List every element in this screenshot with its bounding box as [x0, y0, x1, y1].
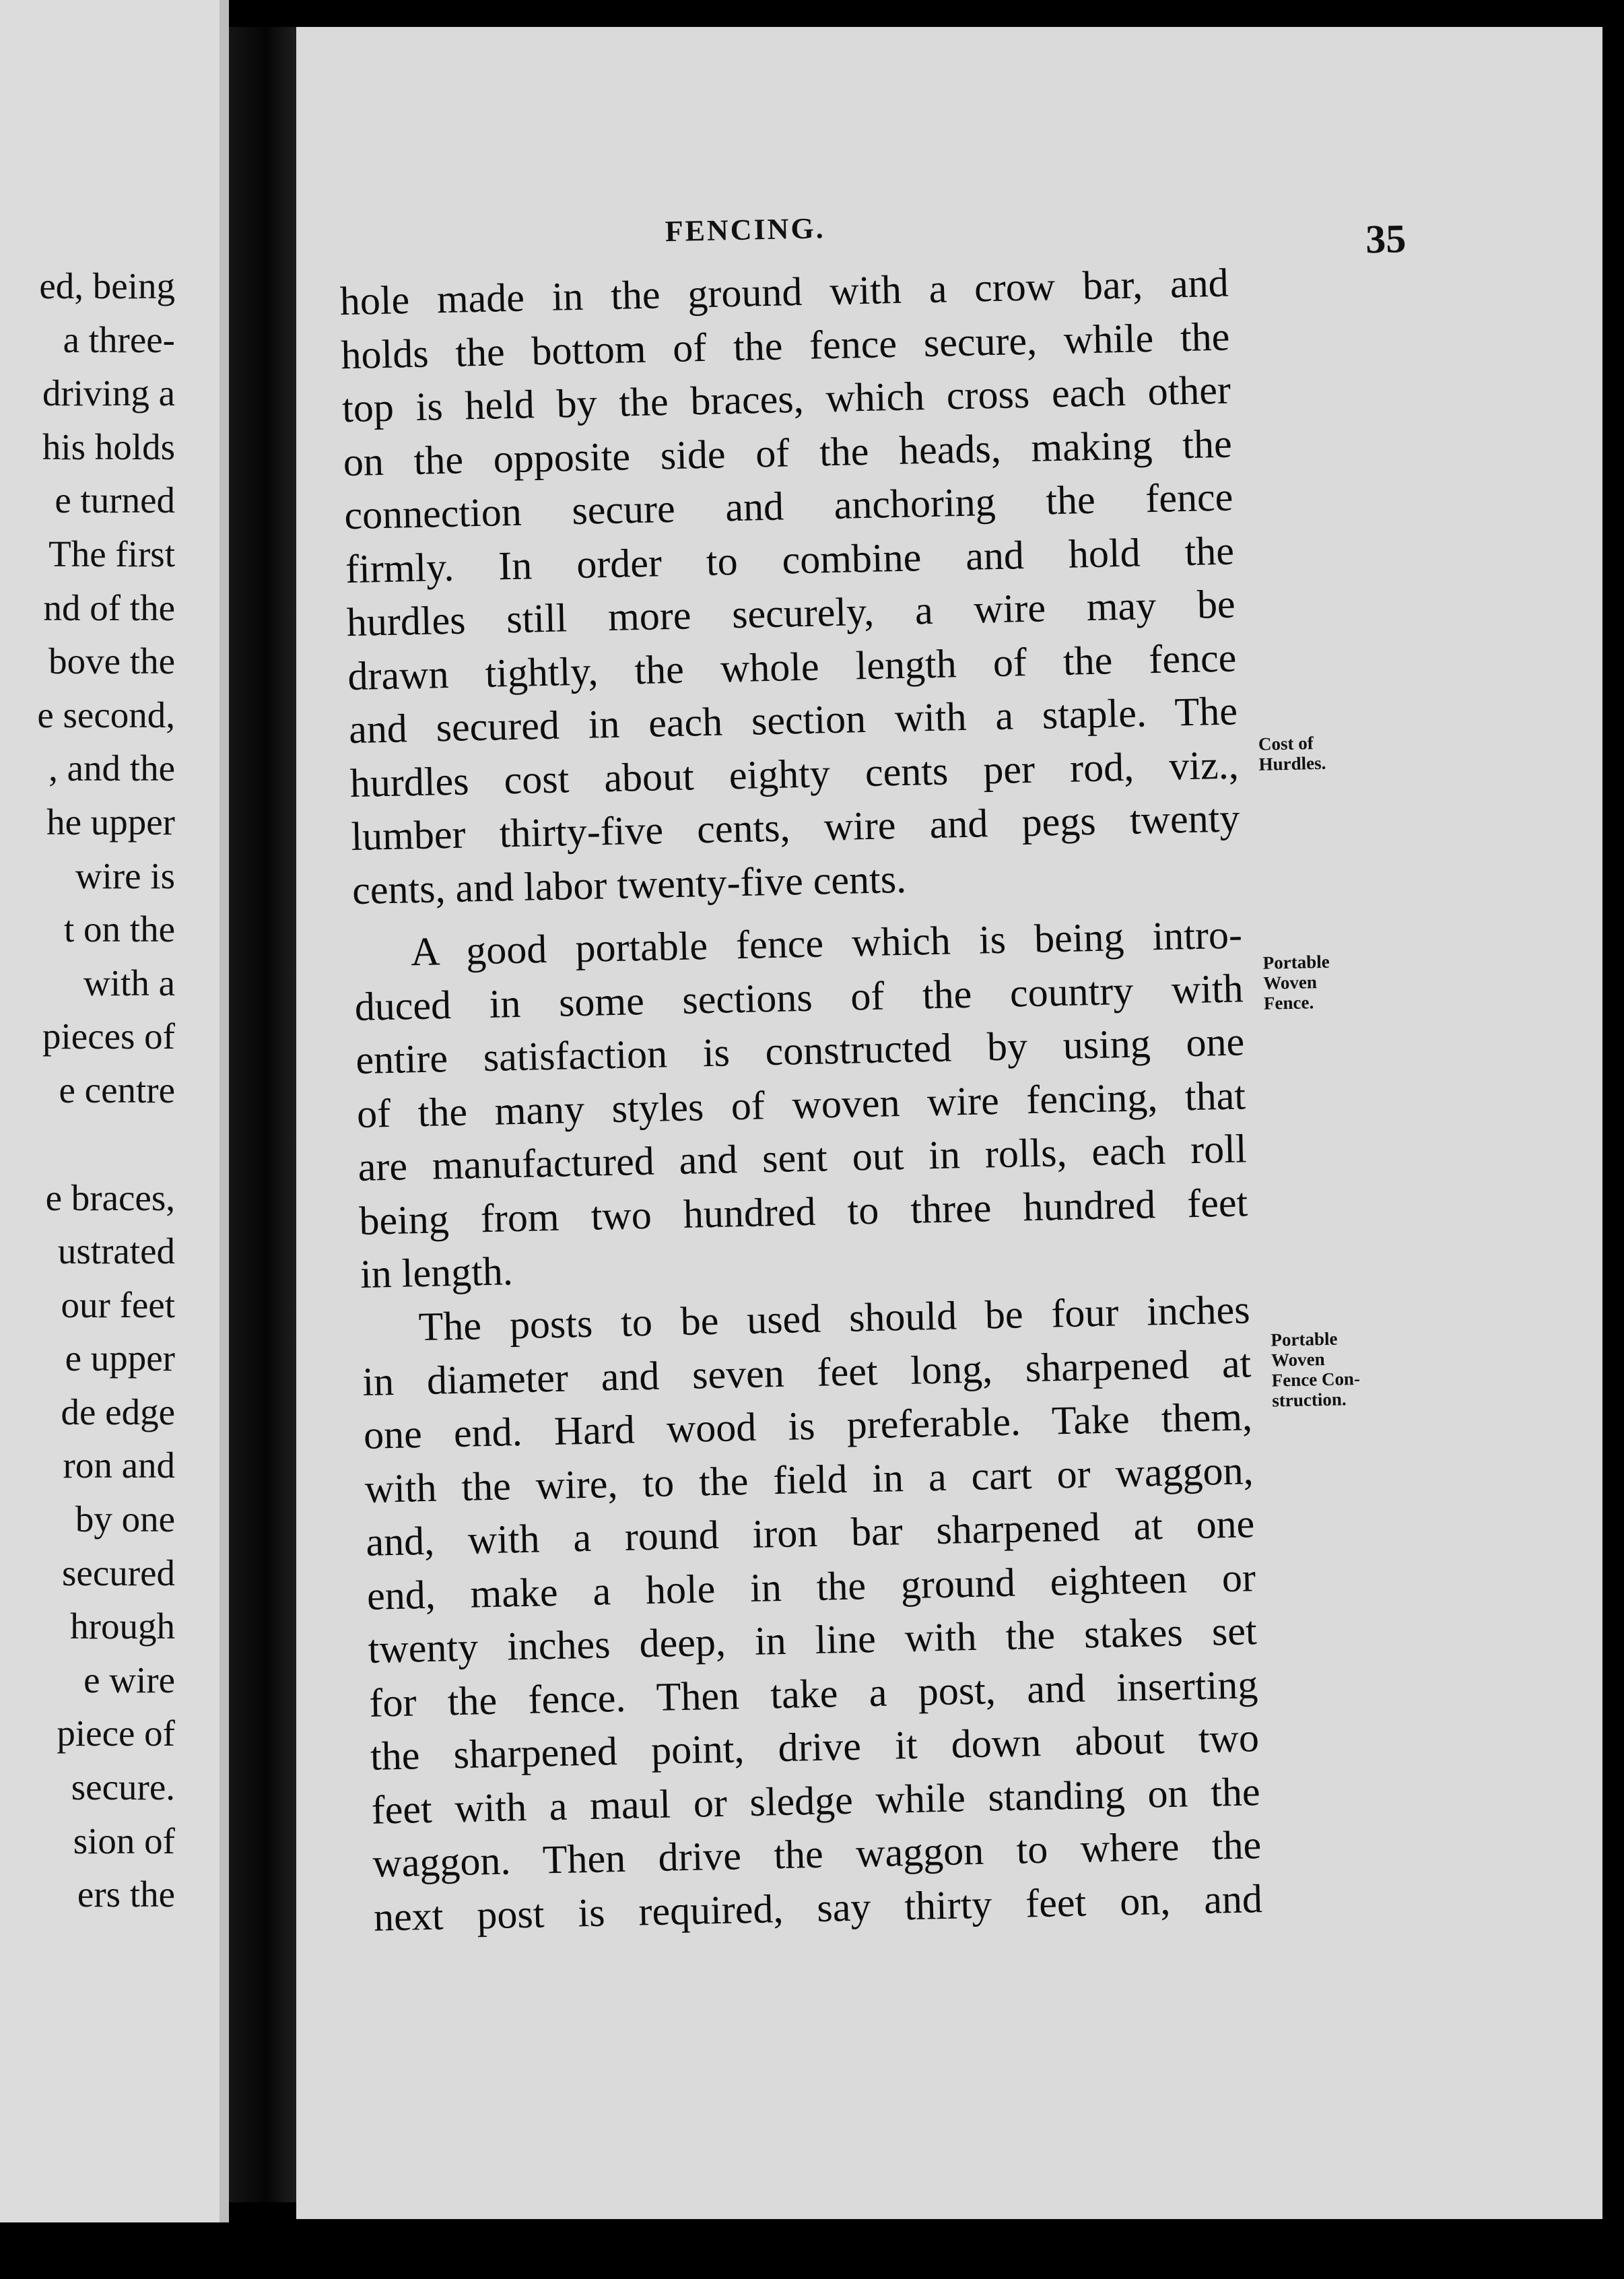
note-line: Cost of — [1258, 733, 1314, 754]
text-line: are manufactured and sent out in rolls, each roll — [358, 1126, 1248, 1189]
text-line: and secured in each section with a staple. The — [348, 688, 1238, 752]
margin-note-portable-woven-fence — [1262, 950, 1398, 1014]
left-line: e wire — [83, 1659, 175, 1700]
left-line: hrough — [70, 1606, 175, 1647]
note-line: Woven — [1263, 972, 1318, 993]
left-line: sion of — [73, 1820, 175, 1861]
left-line: secured — [62, 1552, 175, 1593]
margin-note-cost-of-hurdles — [1258, 731, 1394, 774]
left-line: ers the — [77, 1874, 175, 1915]
text-line: waggon. Then drive the waggon to where the — [372, 1822, 1262, 1886]
left-line: de edge — [61, 1391, 175, 1432]
note-line: Fence. — [1263, 992, 1314, 1014]
text-line: with the wire, to the field in a cart or waggon, — [364, 1447, 1254, 1511]
text-line: being from two hundred to three hundred feet — [358, 1179, 1248, 1243]
text-line: firmly. In order to combine and hold the — [345, 528, 1235, 591]
note-line: Portable — [1262, 951, 1330, 973]
text-line: in diameter and seven feet long, sharpened at — [362, 1340, 1252, 1404]
note-line: Portable — [1271, 1328, 1338, 1350]
text-line: connection secure and anchoring the fence — [343, 474, 1233, 538]
paragraph-1 — [339, 257, 1242, 917]
text-line: next post is required, say thirty feet on, and — [373, 1876, 1263, 1940]
text-line: one end. Hard wood is preferable. Take them, — [363, 1394, 1253, 1457]
text-line: duced in some sections of the country with — [354, 965, 1244, 1029]
left-line: The first — [48, 533, 175, 574]
text-line: on the opposite side of the heads, making the — [343, 421, 1233, 484]
margin-note-fence-construction — [1271, 1327, 1407, 1410]
left-line: , and the — [48, 748, 175, 789]
left-line: e second, — [37, 694, 175, 735]
text-line: drawn tightly, the whole length of the fence — [347, 635, 1237, 698]
page-body — [274, 13, 1624, 2233]
right-page — [296, 27, 1602, 2219]
text-line: the sharpened point, drive it down about two — [370, 1715, 1260, 1779]
text-line: for the fence. Then take a post, and inserting — [368, 1661, 1258, 1725]
text-line: entire satisfaction is constructed by using one — [355, 1019, 1245, 1083]
text-line: hurdles cost about eighty cents per rod, viz., — [349, 741, 1240, 805]
text-line: of the many styles of woven wire fencing, that — [356, 1072, 1246, 1136]
left-line: bove the — [48, 640, 175, 682]
left-line: by one — [75, 1498, 175, 1540]
left-page-text — [0, 259, 175, 1921]
left-line: wire is — [75, 855, 175, 896]
left-line: he upper — [46, 801, 175, 843]
left-line: ed, being — [39, 265, 175, 306]
page-number: 35 — [1365, 216, 1407, 262]
paragraph-2 — [353, 908, 1249, 1301]
left-line: e centre — [59, 1069, 175, 1111]
left-line: pieces of — [42, 1016, 175, 1057]
text-line: top is held by the braces, which cross each other — [341, 367, 1231, 431]
left-line: nd of the — [43, 587, 175, 628]
text-line: hurdles still more securely, a wire may be — [346, 581, 1236, 645]
left-line: his holds — [42, 426, 175, 467]
note-line: struction. — [1272, 1389, 1347, 1411]
note-line: Hurdles. — [1258, 752, 1326, 774]
note-line: Woven — [1271, 1348, 1325, 1370]
left-line: t on the — [64, 909, 175, 950]
text-line: twenty inches deep, in line with the stakes set — [368, 1608, 1258, 1672]
text-line: feet with a maul or sledge while standing on the — [371, 1769, 1261, 1832]
left-line: ron and — [63, 1445, 175, 1486]
text-line: holds the bottom of the fence secure, while the — [340, 314, 1230, 377]
left-line: e upper — [65, 1337, 175, 1379]
left-line: our feet — [61, 1284, 175, 1325]
text-line: lumber thirty-five cents, wire and pegs twenty — [350, 795, 1240, 859]
left-line: e braces, — [45, 1177, 175, 1218]
left-paragraph-gap — [0, 1117, 175, 1171]
left-line: with a — [83, 962, 175, 1003]
left-facing-page — [0, 0, 229, 2222]
note-line: Fence Con- — [1271, 1368, 1361, 1391]
text-line: The posts to be used should be four inches — [418, 1287, 1251, 1350]
text-line: hole made in the ground with a crow bar, and — [339, 260, 1229, 324]
left-line: a three- — [63, 319, 175, 360]
page-edge — [219, 0, 229, 2222]
left-line: ustrated — [57, 1230, 175, 1272]
text-line: A good portable fence which is being intro- — [410, 912, 1243, 975]
left-line: e turned — [55, 480, 175, 521]
left-line: piece of — [57, 1713, 175, 1754]
text-line: cents, and labor twenty-five cents. — [351, 856, 907, 913]
text-line: and, with a round iron bar sharpened at one — [365, 1501, 1255, 1564]
paragraph-3 — [361, 1283, 1263, 1944]
text-line: end, make a hole in the ground eighteen or — [366, 1554, 1256, 1618]
left-line: driving a — [42, 372, 175, 414]
running-head: FENCING. — [665, 211, 826, 249]
text-line: in length. — [360, 1249, 514, 1296]
left-line: secure. — [71, 1766, 175, 1808]
